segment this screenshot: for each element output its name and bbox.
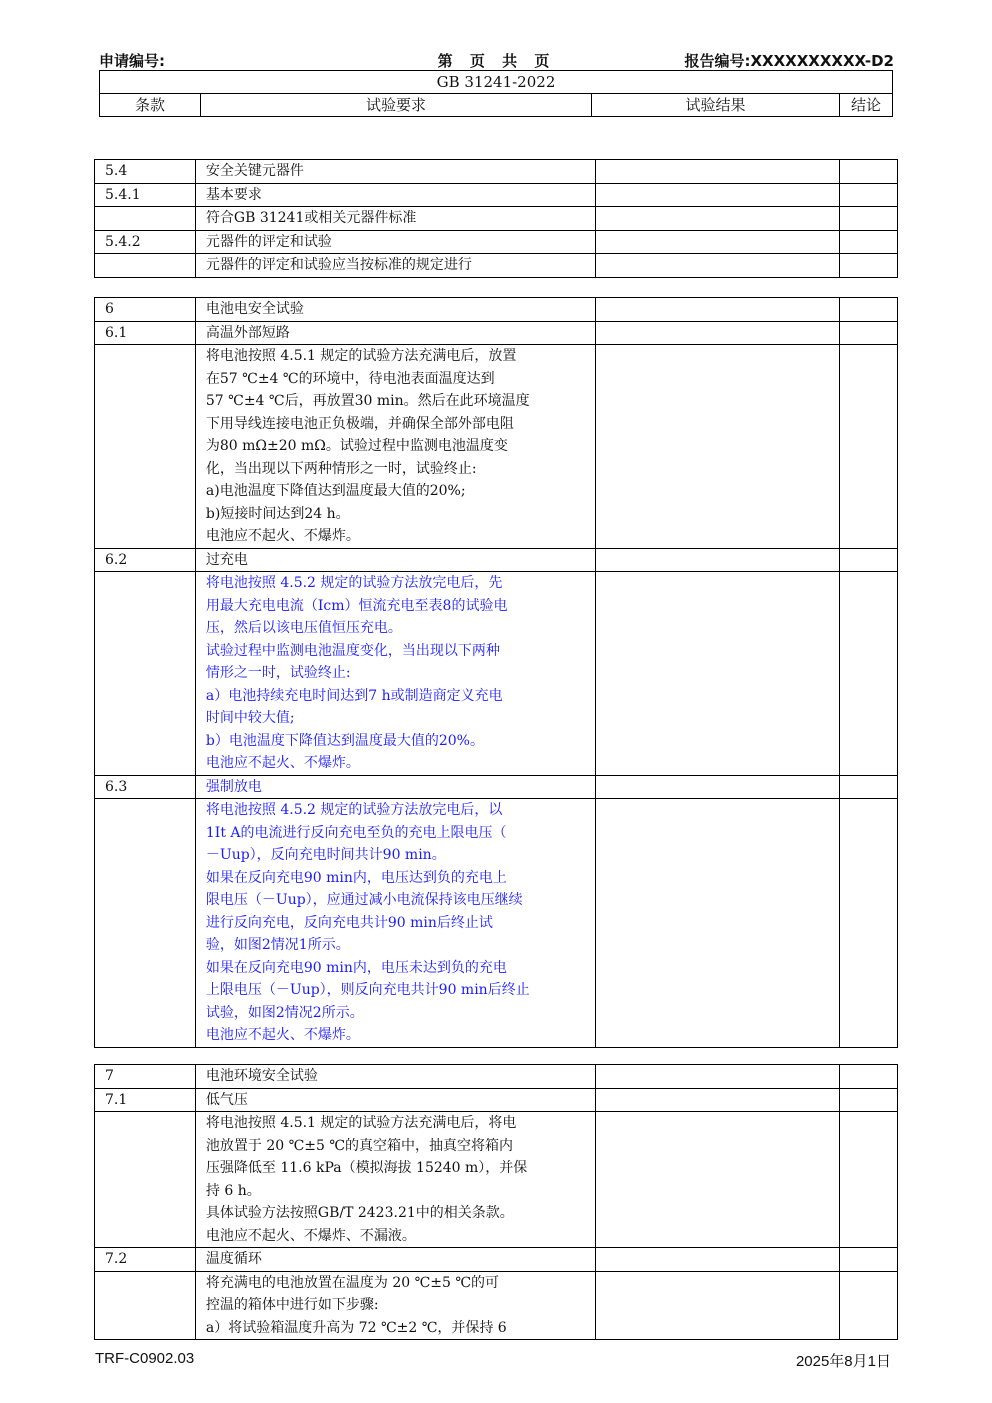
requirement-cell: 强制放电 (195, 775, 596, 799)
clause-cell: 6.2 (95, 548, 196, 572)
table-row (95, 183, 898, 207)
col-requirement: 试验要求 (201, 94, 592, 117)
requirement-line: 限电压（－Uup），应通过减小电流保持该电压继续 (205, 892, 523, 908)
requirement-line: 试验，如图2情况2所示。 (205, 1004, 364, 1021)
table-row (95, 1065, 898, 1089)
verdict-cell (840, 345, 898, 549)
requirement-line: 具体试验方法按照GB/T 2423.21中的相关条款。 (205, 1205, 514, 1221)
requirement-cell: 符合GB 31241或相关元器件标准 (195, 207, 595, 231)
clause-cell (95, 207, 196, 231)
verdict-cell (840, 775, 898, 799)
result-cell (596, 345, 840, 549)
requirement-cell (195, 345, 596, 549)
result-cell (596, 160, 840, 184)
requirement-line: 如果在反向充电90 min内，电压达到负的充电上 (205, 869, 507, 886)
clause-cell: 7 (95, 1065, 196, 1089)
table-row (95, 1112, 898, 1248)
requirement-cell: 电池电安全试验 (195, 298, 596, 322)
requirement-line: 用最大充电电流（Icm）恒流充电至表8的试验电 (205, 597, 508, 614)
result-cell (596, 775, 840, 799)
result-cell (596, 572, 840, 776)
requirement-line: 上限电压（－Uup），则反向充电共计90 min后终止 (205, 982, 530, 998)
verdict-cell (840, 230, 898, 254)
verdict-cell (840, 572, 898, 776)
table-row (95, 1248, 898, 1272)
requirement-line: 试验过程中监测电池温度变化，当出现以下两种 (205, 642, 500, 659)
requirement-line: 将电池按照 4.5.1 规定的试验方法充满电后，将电 (205, 1115, 517, 1131)
requirement-line: 持 6 h。 (205, 1182, 261, 1199)
result-cell (596, 1112, 840, 1248)
section-table-6 (94, 297, 898, 1048)
verdict-cell (840, 799, 898, 1048)
requirement-line: 验，如图2情况1所示。 (205, 937, 350, 953)
section-table-5-4 (94, 159, 898, 278)
footer-date: 2025年8月1日 (795, 1353, 891, 1370)
requirement-line: 为80 mΩ±20 mΩ。试验过程中监测电池温度变 (205, 438, 508, 454)
result-cell (596, 254, 840, 278)
clause-cell: 5.4.2 (95, 230, 196, 254)
table-row (95, 799, 898, 1048)
requirement-cell (195, 799, 596, 1048)
col-verdict: 结论 (840, 94, 893, 117)
report-no-label: 报告编号:XXXXXXXXXX-D2 (684, 52, 894, 70)
verdict-cell (840, 548, 898, 572)
requirement-line: b）电池温度下降值达到温度最大值的20%。 (205, 732, 484, 749)
verdict-cell (840, 1088, 898, 1112)
requirement-line: 电池应不起火、不爆炸。 (205, 755, 360, 771)
result-cell (596, 230, 840, 254)
result-cell (596, 183, 840, 207)
requirement-cell: 高温外部短路 (195, 321, 596, 345)
table-row (95, 572, 898, 776)
requirement-line: 时间中较大值; (205, 710, 295, 726)
verdict-cell (840, 160, 898, 184)
table-row (95, 254, 898, 278)
clause-cell: 7.2 (95, 1248, 196, 1272)
verdict-cell (840, 207, 898, 231)
result-cell (596, 207, 840, 231)
requirement-line: 情形之一时，试验终止: (205, 665, 351, 681)
requirement-line: 将充满电的电池放置在温度为 20 ℃±5 ℃的可 (205, 1274, 500, 1291)
result-cell (596, 321, 840, 345)
requirement-line: 将电池按照 4.5.2 规定的试验方法放完电后，先 (205, 575, 503, 591)
col-result: 试验结果 (592, 94, 840, 117)
table-row (95, 345, 898, 549)
result-cell (596, 548, 840, 572)
requirement-line: a）将试验箱温度升高为 72 ℃±2 ℃，并保持 6 (205, 1319, 507, 1336)
table-row (95, 230, 898, 254)
form-number: TRF-C0902.03 (95, 1350, 195, 1367)
table-row (95, 298, 898, 322)
clause-cell: 6.1 (95, 321, 196, 345)
clause-cell (95, 1271, 196, 1340)
requirement-line: 将电池按照 4.5.1 规定的试验方法充满电后，放置 (205, 348, 517, 364)
result-cell (596, 1088, 840, 1112)
col-clause: 条款 (100, 94, 201, 117)
table-row (95, 1271, 898, 1340)
table-row (95, 548, 898, 572)
result-cell (596, 799, 840, 1048)
requirement-line: 将电池按照 4.5.2 规定的试验方法放完电后，以 (205, 802, 503, 818)
requirement-line: b)短接时间达到24 h。 (205, 505, 350, 522)
clause-cell (95, 1112, 196, 1248)
requirement-line: 压，然后以该电压值恒压充电。 (205, 620, 402, 636)
verdict-cell (840, 298, 898, 322)
requirement-line: 下用导线连接电池正负极端，并确保全部外部电阻 (205, 415, 514, 432)
requirement-cell: 电池环境安全试验 (195, 1065, 596, 1089)
clause-cell: 7.1 (95, 1088, 196, 1112)
requirement-cell: 过充电 (195, 548, 596, 572)
verdict-cell (840, 1248, 898, 1272)
requirement-line: 压强降低至 11.6 kPa（模拟海拔 15240 m），并保 (205, 1160, 528, 1176)
requirement-cell (195, 1271, 596, 1340)
verdict-cell (840, 1065, 898, 1089)
clause-cell (95, 799, 196, 1048)
result-cell (596, 298, 840, 322)
clause-cell: 5.4.1 (95, 183, 196, 207)
requirement-line: 如果在反向充电90 min内，电压未达到负的充电 (205, 959, 507, 976)
requirement-line: a)电池温度下降值达到温度最大值的20%; (205, 483, 466, 499)
requirement-cell: 温度循环 (195, 1248, 596, 1272)
clause-cell (95, 254, 196, 278)
table-row (95, 775, 898, 799)
table-row (95, 1088, 898, 1112)
requirement-line: 1It A的电流进行反向充电至负的充电上限电压（ (205, 824, 507, 841)
clause-cell (95, 572, 196, 776)
table-row (95, 160, 898, 184)
requirement-line: －Uup），反向充电时间共计90 min。 (205, 847, 446, 863)
requirement-line: 电池应不起火、不爆炸。 (205, 528, 360, 544)
result-cell (596, 1248, 840, 1272)
requirement-line: 电池应不起火、不爆炸、不漏液。 (205, 1227, 416, 1244)
verdict-cell (840, 1112, 898, 1248)
verdict-cell (840, 254, 898, 278)
requirement-line: 池放置于 20 ℃±5 ℃的真空箱中，抽真空将箱内 (205, 1137, 514, 1154)
section-table-7 (94, 1064, 898, 1340)
clause-cell: 6 (95, 298, 196, 322)
result-cell (596, 1271, 840, 1340)
requirement-line: 控温的箱体中进行如下步骤: (205, 1297, 379, 1313)
clause-cell: 5.4 (95, 160, 196, 184)
requirement-line: 进行反向充电，反向充电共计90 min后终止试 (205, 914, 493, 931)
page-info: 第 页 共 页 (437, 52, 556, 70)
requirement-cell: 元器件的评定和试验应当按标准的规定进行 (195, 254, 595, 278)
table-row (95, 321, 898, 345)
requirement-line: 在57 ℃±4 ℃的环境中，待电池表面温度达到 (205, 370, 495, 387)
standard-name: GB 31241-2022 (100, 71, 893, 94)
requirement-cell: 安全关键元器件 (195, 160, 595, 184)
requirement-cell: 元器件的评定和试验 (195, 230, 595, 254)
verdict-cell (840, 321, 898, 345)
requirement-line: a）电池持续充电时间达到7 h或制造商定义充电 (205, 687, 503, 704)
requirement-cell (195, 1112, 596, 1248)
requirement-line: 57 ℃±4 ℃后，再放置30 min。然后在此环境温度 (205, 393, 530, 409)
verdict-cell (840, 183, 898, 207)
clause-cell: 6.3 (95, 775, 196, 799)
header-table (99, 70, 893, 117)
table-row (95, 207, 898, 231)
verdict-cell (840, 1271, 898, 1340)
requirement-line: 电池应不起火、不爆炸。 (205, 1027, 360, 1043)
application-no-label: 申请编号: (99, 52, 165, 70)
requirement-cell: 基本要求 (195, 183, 595, 207)
requirement-line: 化，当出现以下两种情形之一时，试验终止: (205, 460, 477, 477)
requirement-cell (195, 572, 596, 776)
result-cell (596, 1065, 840, 1089)
clause-cell (95, 345, 196, 549)
page-header (99, 50, 894, 70)
requirement-cell: 低气压 (195, 1088, 596, 1112)
